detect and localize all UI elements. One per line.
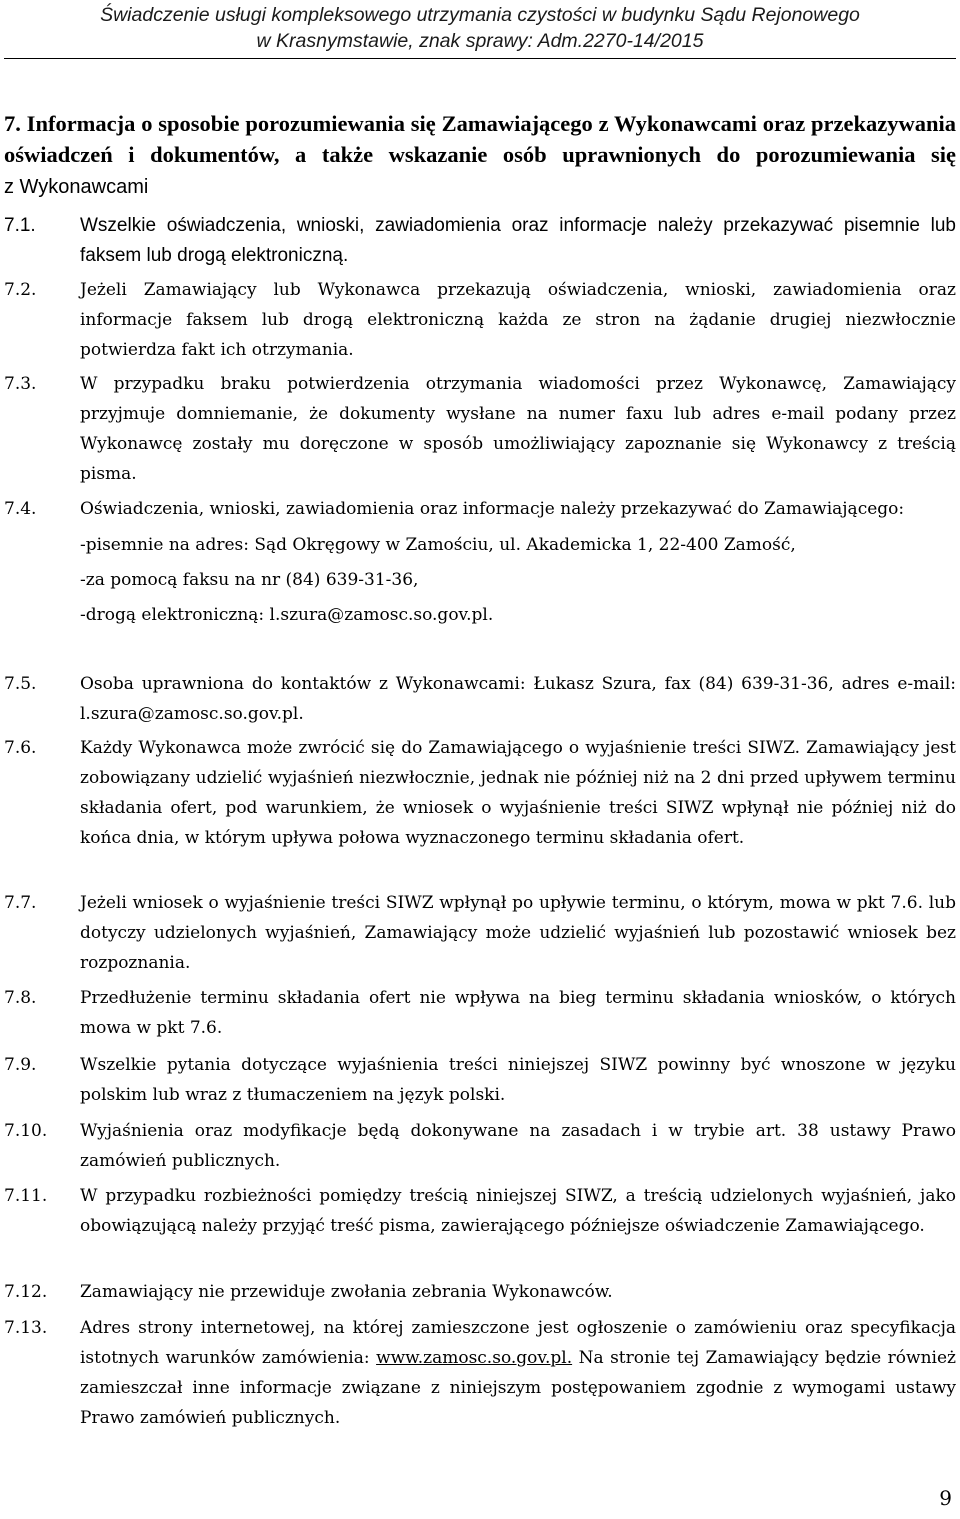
item-number: 7.6. (4, 738, 37, 758)
list-item (4, 888, 956, 978)
item-text: W przypadku braku potwierdzenia otrzymania wiadomości przez Wykonawcę, Zamawiający przyjmuje domniemanie, że dokumenty wysłane na numer faxu lub adres e-mail podany przez Wykonawcę zostały mu doręczone w sposób umożliwiający zapoznanie się Wykonawcy z treścią pisma. (80, 374, 956, 484)
item-text: Wyjaśnienia oraz modyfikacje będą dokonywane na zasadach i w trybie art. 38 ustawy Prawo zamówień publicznych. (80, 1121, 956, 1171)
item-number: 7.11. (4, 1186, 48, 1206)
list-item (4, 1181, 956, 1241)
item-text: Każdy Wykonawca może zwrócić się do Zamawiającego o wyjaśnienie treści SIWZ. Zamawiający jest zobowiązany udzielić wyjaśnień niezwłocznie, jednak nie później niż na 2 dni przed upływem terminu składania ofert, pod warunkiem, że wniosek o wyjaśnienie treści SIWZ wpłynął nie później niż do końca dnia, w którym upływa połowa wyznaczonego terminu składania ofert. (80, 738, 956, 848)
header-line-1: Świadczenie usługi kompleksowego utrzymania czystości w budynku Sądu Rejonowego (100, 4, 860, 26)
list-item (4, 1277, 956, 1307)
item-number: 7.13. (4, 1318, 48, 1338)
item-subline: -za pomocą faksu na nr (84) 639-31-36, (80, 570, 419, 590)
item-subline: -drogą elektroniczną: l.szura@zamosc.so.gov.pl. (80, 605, 494, 625)
item-number: 7.8. (4, 988, 37, 1008)
item-number: 7.3. (4, 374, 37, 394)
item-text: Na stronie tej Zamawiający będzie również zamieszczał inne informacje związane z niniejszym postępowaniem zgodnie z wymogami ustawy Prawo zamówień publicznych. (80, 1348, 956, 1428)
item-number: 7.10. (4, 1121, 48, 1141)
item-text: Wszelkie pytania dotyczące wyjaśnienia treści niniejszej SIWZ powinny być wnoszone w języku polskim lub wraz z tłumaczeniem na język polski. (80, 1055, 956, 1105)
list-item (4, 494, 956, 630)
page-number: 9 (939, 1486, 952, 1510)
item-text: Adres strony internetowej, na której zamieszczone jest ogłoszenie o zamówieniu oraz specyfikacja istotnych warunków zamówienia: (80, 1318, 956, 1368)
item-number: 7.7. (4, 893, 37, 913)
list-item (4, 733, 956, 853)
list-item (4, 1050, 956, 1110)
item-text: W przypadku rozbieżności pomiędzy treścią niniejszej SIWZ, a treścią udzielonych wyjaśnień, jako obowiązującą należy przyjąć treść pisma, zawierającego późniejsze oświadczenie Zamawiającego. (80, 1186, 956, 1236)
item-text: Oświadczenia, wnioski, zawiadomienia oraz informacje należy przekazywać do Zamawiającego: (80, 499, 905, 519)
item-number: 7.1. (4, 215, 36, 236)
running-header (0, 2, 960, 54)
header-rule (4, 58, 956, 59)
list-item (4, 1313, 956, 1433)
list-item (4, 211, 956, 271)
list-item (4, 983, 956, 1043)
list-item (4, 275, 956, 365)
website-link[interactable]: www.zamosc.so.gov.pl. (376, 1348, 573, 1368)
item-text: Jeżeli Zamawiający lub Wykonawca przekazują oświadczenia, wnioski, zawiadomienia oraz informacje faksem lub drogą elektroniczną każda ze stron na żądanie drugiej niezwłocznie potwierdza fakt ich otrzymania. (80, 280, 956, 360)
list-item (4, 1116, 956, 1176)
header-line-2: w Krasnymstawie, znak sprawy: Adm.2270-14/2015 (256, 30, 704, 52)
section-heading (4, 108, 956, 203)
section-title: 7. Informacja o sposobie porozumiewania się Zamawiającego z Wykonawcami oraz przekazywania oświadczeń i dokumentów, a także wskazanie osób uprawnionych do porozumiewania się (4, 111, 956, 167)
item-number: 7.5. (4, 674, 37, 694)
list-item (4, 369, 956, 489)
item-text: Wszelkie oświadczenia, wnioski, zawiadomienia oraz informacje należy przekazywać pisemnie lub faksem lub drogą elektroniczną. (80, 215, 956, 266)
item-text: Jeżeli wniosek o wyjaśnienie treści SIWZ wpłynął po upływie terminu, o którym, mowa w pkt 7.6. lub dotyczy udzielonych wyjaśnień, Zamawiający może udzielić wyjaśnień lub pozostawić wniosek bez rozpoznania. (80, 893, 956, 973)
item-number: 7.9. (4, 1055, 37, 1075)
list-item (4, 669, 956, 729)
item-text: Zamawiający nie przewiduje zwołania zebrania Wykonawców. (80, 1282, 613, 1302)
section-title-tail: z Wykonawcami (4, 176, 149, 198)
item-text: Osoba uprawniona do kontaktów z Wykonawcami: Łukasz Szura, fax (84) 639-31-36, adres e-mail: l.szura@zamosc.so.gov.pl. (80, 674, 956, 724)
item-text: Przedłużenie terminu składania ofert nie wpływa na bieg terminu składania wniosków, o których mowa w pkt 7.6. (80, 988, 956, 1038)
item-number: 7.2. (4, 280, 37, 300)
item-subline: -pisemnie na adres: Sąd Okręgowy w Zamościu, ul. Akademicka 1, 22-400 Zamość, (80, 535, 796, 555)
item-number: 7.4. (4, 499, 37, 519)
item-number: 7.12. (4, 1282, 48, 1302)
